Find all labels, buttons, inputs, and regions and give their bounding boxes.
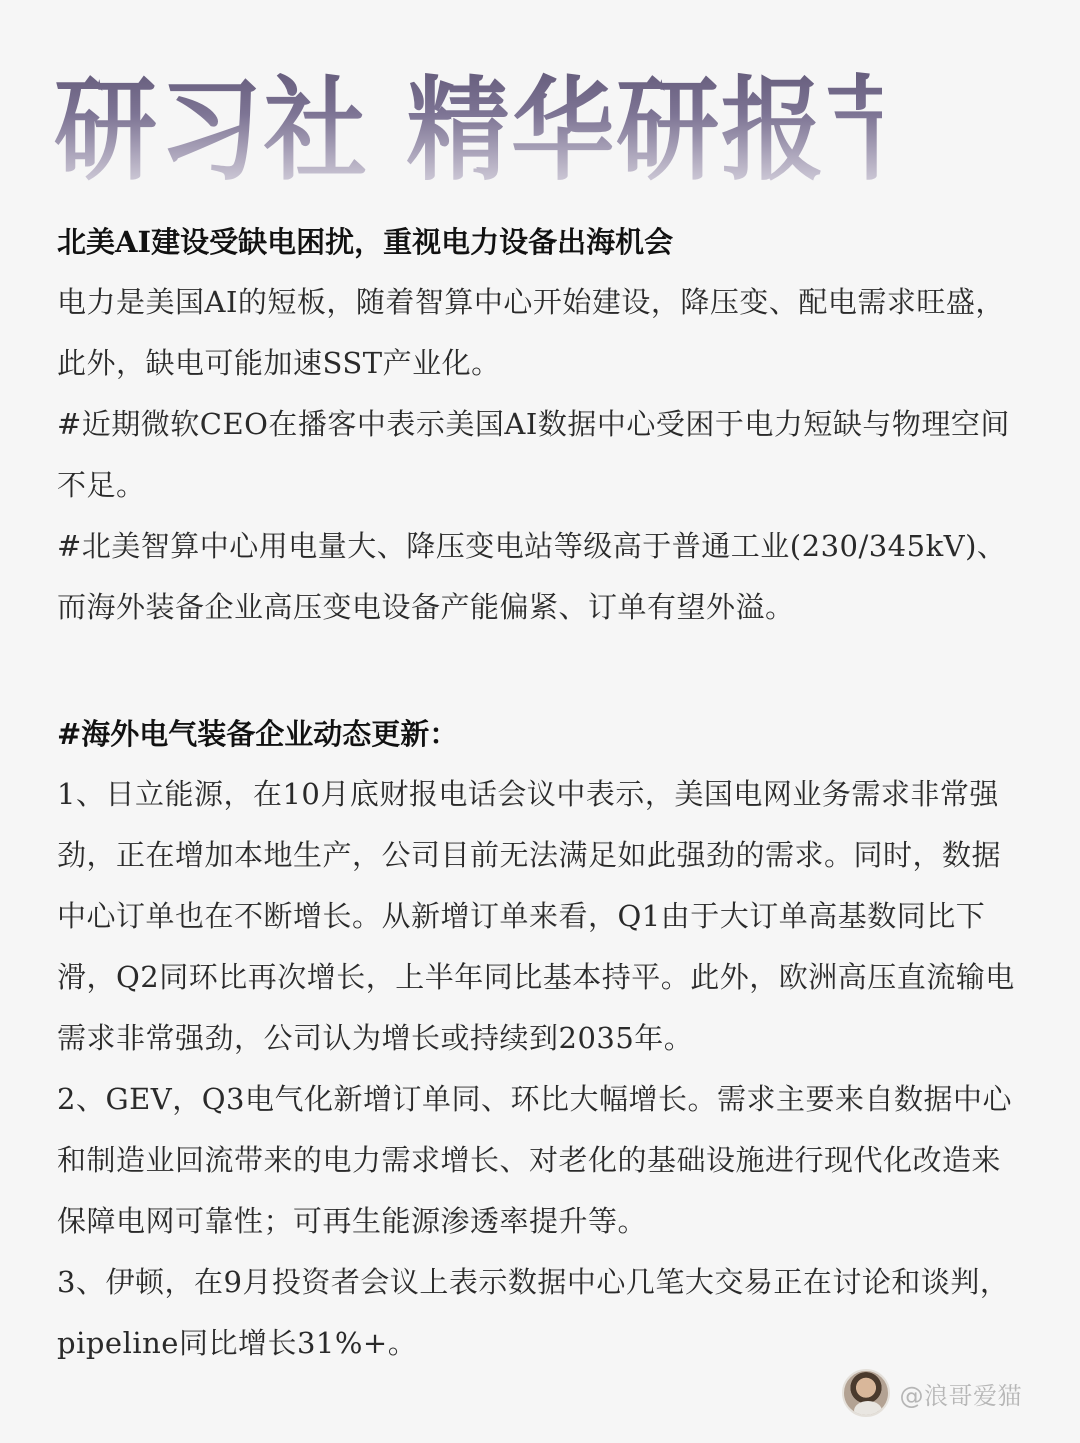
section2-heading: #海外电气装备企业动态更新： xyxy=(57,717,459,751)
section1-heading: 北美AI建设受缺电困扰，重视电力设备出海机会 xyxy=(57,225,674,259)
section1-paragraph-2: #近期微软CEO在播客中表示美国AI数据中心受困于电力短缺与物理空间不足。 xyxy=(57,407,1010,502)
author-handle[interactable]: @浪哥爱猫 xyxy=(899,1381,1022,1410)
article-body xyxy=(57,216,1027,1374)
avatar-photo-icon[interactable] xyxy=(842,1369,890,1417)
section1-paragraph-1: 电力是美国AI的短板，随着智算中心开始建设，降压变、配电需求旺盛，此外，缺电可能加速SST产业化。 xyxy=(57,285,1005,380)
section1-paragraph-3: #北美智算中心用电量大、降压变电站等级高于普通工业(230/345kV)、而海外装备企业高压变电设备产能偏紧、订单有望外溢。 xyxy=(57,529,1007,624)
banner-title: 研习社 精华研报节选 xyxy=(54,46,882,216)
section-gap xyxy=(57,638,1027,704)
section2-item-2: 2、GEV，Q3电气化新增订单同、环比大幅增长。需求主要来自数据中心和制造业回流带来的电力需求增长、对老化的基础设施进行现代化改造来保障电网可靠性；可再生能源渗透率提升等。 xyxy=(57,1082,1012,1238)
banner xyxy=(54,46,1036,216)
section2-item-1: 1、日立能源，在10月底财报电话会议中表示，美国电网业务需求非常强劲，正在增加本地生产，公司目前无法满足如此强劲的需求。同时，数据中心订单也在不断增长。从新增订单来看，Q1由于大订单高基数同比下滑，Q2同环比再次增长，上半年同比基本持平。此外，欧洲高压直流输电需求非常强劲，公司认为增长或持续到2035年。 xyxy=(57,777,1015,1055)
section2-item-3: 3、伊顿，在9月投资者会议上表示数据中心几笔大交易正在讨论和谈判，pipeline同比增长31%+。 xyxy=(57,1265,1010,1360)
author-watermark[interactable] xyxy=(842,1367,1023,1419)
